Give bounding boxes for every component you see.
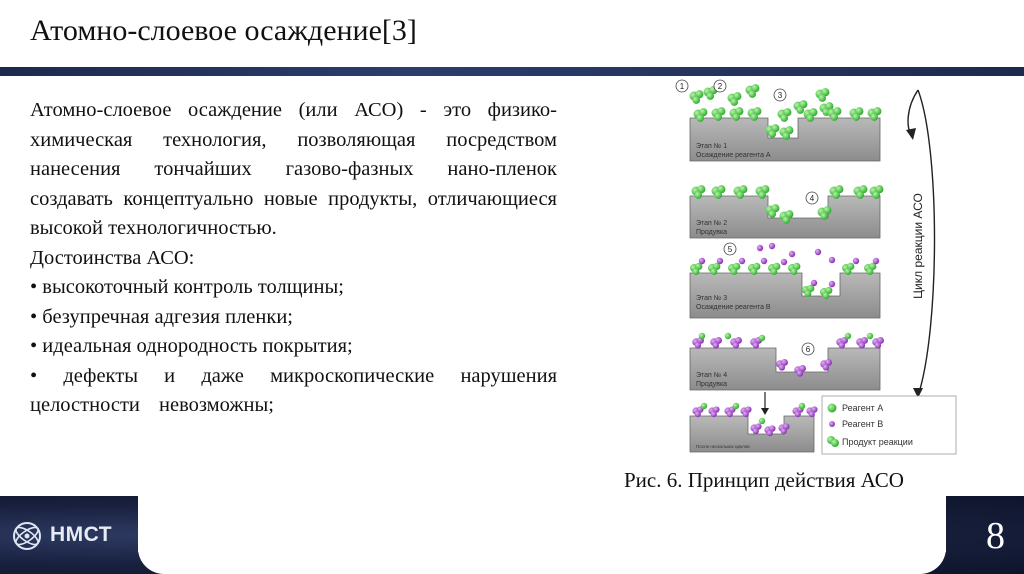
reagent-a-molecule xyxy=(823,292,830,299)
reagent-a-molecule xyxy=(732,113,740,121)
reagent-a-molecule xyxy=(696,114,704,122)
reagent-b-molecule xyxy=(757,245,763,251)
final-state-diagram xyxy=(690,392,814,452)
reagent-a-molecule xyxy=(782,216,790,224)
reagent-b-molecule xyxy=(713,342,719,348)
reagent-b-molecule xyxy=(761,258,767,264)
reagent-a-molecule xyxy=(771,268,778,275)
reagent-a-molecule xyxy=(751,268,758,275)
stage-2-line2: Продувка xyxy=(696,229,728,236)
reagent-b-molecule xyxy=(809,411,815,417)
callout-5: 5 xyxy=(727,245,733,254)
stage-1-line1: Этап № 1 xyxy=(696,143,728,150)
reagent-a-molecule xyxy=(845,268,852,275)
reagent-b-molecule xyxy=(767,430,773,436)
reagent-a-molecule xyxy=(758,191,766,199)
reagent-a-molecule xyxy=(768,210,776,218)
intro-paragraph: Атомно-слоевое осаждение (или АСО) - это физико-химическая технология, позволяющая посредством нанесения тончайших газово-фазных нано-пленок создавать концептуально новые продукты, отличающиеся высокой технологичностью. xyxy=(30,99,557,239)
reagent-a-molecule xyxy=(791,268,798,275)
reagent-b-molecule xyxy=(829,257,835,263)
reagent-b-molecule xyxy=(859,342,865,348)
page-number: 8 xyxy=(986,515,1005,557)
body-text xyxy=(30,96,557,421)
reagent-b-molecule xyxy=(873,258,879,264)
stage-4-line1: Этап № 4 xyxy=(696,372,728,379)
reagent-a-molecule xyxy=(748,90,756,98)
slide-title: Атомно-слоевое осаждение[3] xyxy=(30,14,417,47)
reagent-b-molecule xyxy=(781,428,787,434)
reagent-a-molecule xyxy=(845,333,851,339)
reagent-b-molecule xyxy=(727,411,733,417)
reagent-a-molecule xyxy=(872,191,880,199)
reagent-b-molecule xyxy=(733,342,739,348)
stage-4-diagram xyxy=(690,348,880,390)
callout-3: 3 xyxy=(777,91,783,100)
reagent-a-molecule xyxy=(706,92,714,100)
stage-4-line2: Продувка xyxy=(696,381,728,388)
reagent-b-molecule xyxy=(811,280,817,286)
reagent-a-molecule xyxy=(852,113,860,121)
reagent-b-molecule xyxy=(779,364,785,370)
reagent-a-molecule xyxy=(818,94,826,102)
reagent-b-molecule xyxy=(717,258,723,264)
reagent-a-molecule xyxy=(870,113,878,121)
reagent-a-molecule xyxy=(832,191,840,199)
legend xyxy=(822,396,956,454)
reagent-b-molecule xyxy=(853,258,859,264)
callout-2: 2 xyxy=(717,82,723,91)
reagent-a-molecule xyxy=(730,98,738,106)
org-name: НМСТ xyxy=(50,523,113,546)
reagent-a-molecule xyxy=(701,403,707,409)
reagent-b-molecule xyxy=(769,243,775,249)
reagent-a-molecule xyxy=(782,132,790,140)
legend-label-product: Продукт реакции xyxy=(842,437,913,447)
reagent-b-molecule xyxy=(823,364,829,370)
reagent-a-molecule xyxy=(736,191,744,199)
legend-swatch-a xyxy=(828,404,837,413)
stage-3-diagram xyxy=(690,273,880,318)
ald-principle-figure xyxy=(672,78,972,468)
reagent-a-molecule xyxy=(805,290,812,297)
reagent-a-molecule xyxy=(780,114,788,122)
reagent-b-molecule xyxy=(699,258,705,264)
reagent-b-molecule xyxy=(781,259,787,265)
reagent-a-molecule xyxy=(796,106,804,114)
reagent-b-molecule xyxy=(797,370,803,376)
legend-swatch-b xyxy=(829,421,835,427)
reagent-b-molecule xyxy=(743,411,749,417)
stage-3-line2: Осаждение реагента В xyxy=(696,304,771,311)
reagent-b-molecule xyxy=(753,342,759,348)
figure-caption: Рис. 6. Принцип действия АСО xyxy=(624,468,904,492)
stage-3-line1: Этап № 3 xyxy=(696,295,728,302)
reagent-a-molecule xyxy=(830,113,838,121)
legend-label-b: Реагент В xyxy=(842,419,884,429)
reagent-a-molecule xyxy=(699,333,705,339)
reagent-a-molecule xyxy=(856,191,864,199)
reagent-b-molecule xyxy=(695,411,701,417)
reagent-a-molecule xyxy=(692,96,700,104)
final-label: После нескольких циклов xyxy=(696,444,750,449)
stage-2-line1: Этап № 2 xyxy=(696,220,728,227)
cycle-label: Цикл реакции АСО xyxy=(911,193,925,299)
reagent-b-molecule xyxy=(839,342,845,348)
bullet-item: • высокоточный контроль толщины; xyxy=(30,276,344,298)
bullet-item: • дефекты и даже микроскопические нарушения целостности невозможны; xyxy=(30,364,557,416)
callout-4: 4 xyxy=(809,194,815,203)
stage-1-line2: Осаждение реагента А xyxy=(696,152,771,159)
reagent-b-molecule xyxy=(795,411,801,417)
reagent-a-molecule xyxy=(714,191,722,199)
reagent-a-molecule xyxy=(711,268,718,275)
atom-logo-icon xyxy=(10,519,44,553)
reagent-b-molecule xyxy=(829,281,835,287)
reagent-a-molecule xyxy=(759,418,765,424)
reagent-a-molecule xyxy=(768,130,776,138)
cycle-arrow xyxy=(906,90,935,398)
reagent-a-molecule xyxy=(867,333,873,339)
reagent-a-molecule xyxy=(820,212,828,220)
bullet-item: • безупречная адгезия пленки; xyxy=(30,305,294,328)
callout-1: 1 xyxy=(679,82,685,91)
reagent-b-molecule xyxy=(815,249,821,255)
reagent-b-molecule xyxy=(753,428,759,434)
reagent-a-molecule xyxy=(714,113,722,121)
reagent-b-molecule xyxy=(875,342,881,348)
reagent-b-molecule xyxy=(789,251,795,257)
reagent-a-molecule xyxy=(750,113,758,121)
reagent-b-molecule xyxy=(711,411,717,417)
reagent-a-molecule xyxy=(693,268,700,275)
reagent-a-molecule xyxy=(694,191,702,199)
callout-6: 6 xyxy=(805,345,811,354)
bullet-item: • идеальная однородность покрытия; xyxy=(30,335,353,357)
reagent-a-molecule xyxy=(731,268,738,275)
reagent-a-molecule xyxy=(799,403,805,409)
reagent-a-molecule xyxy=(759,335,765,341)
reagent-b-molecule xyxy=(739,258,745,264)
reagent-b-molecule xyxy=(695,342,701,348)
legend-label-a: Реагент А xyxy=(842,403,884,413)
reagent-a-molecule xyxy=(867,268,874,275)
advantages-heading: Достоинства АСО: xyxy=(30,246,195,269)
reagent-a-molecule xyxy=(733,403,739,409)
footer xyxy=(0,496,1024,574)
reagent-a-molecule xyxy=(725,333,731,339)
title-divider xyxy=(0,67,1024,76)
reagent-a-molecule xyxy=(806,114,814,122)
